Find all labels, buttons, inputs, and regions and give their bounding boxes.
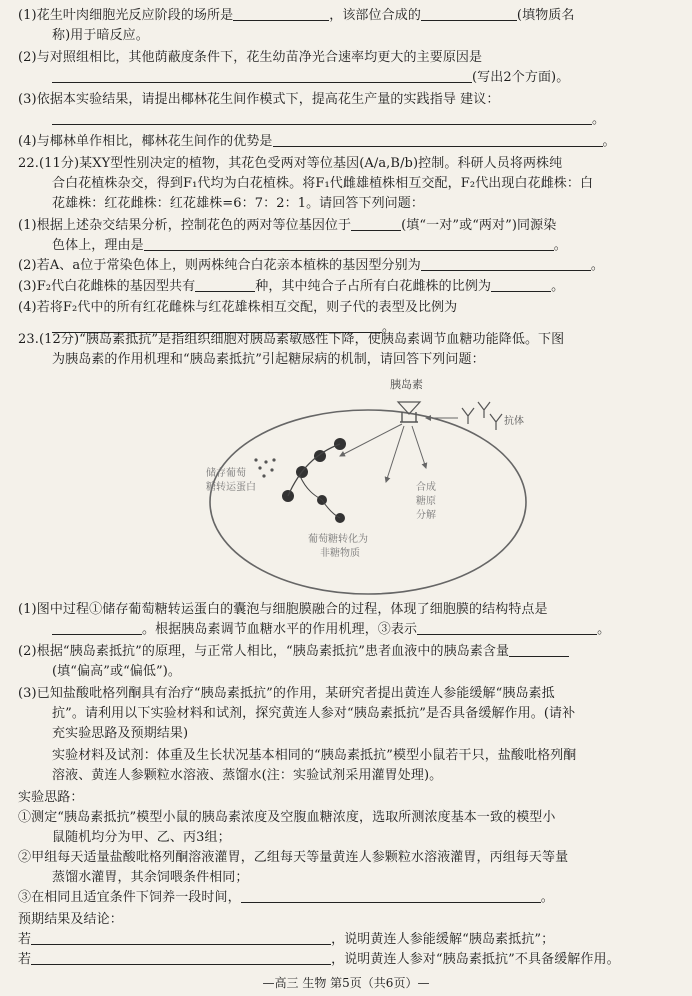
q21-part4: (4)与椰林单作相比，椰林花生间作的优势是 。 bbox=[18, 134, 616, 149]
q23-expected-results-2: 若 ，说明黄连人参对“胰岛素抵抗”不具备缓解作用。 bbox=[18, 952, 620, 967]
q23-part3: (3)已知盐酸吡格列酮具有治疗“胰岛素抵抗”的作用，某研究者提出黄连人参能缓解“胰岛素抵 抗”。请利用以下实验材料和试剂，探究黄连人参对“胰岛素抵抗”是否具备缓解作用。(请补 充实验思路及预期结果) bbox=[18, 686, 576, 741]
signal-arrow-2 bbox=[386, 426, 404, 482]
answer-blank[interactable] bbox=[241, 888, 541, 903]
signal-arrow-1 bbox=[340, 424, 402, 456]
answer-blank[interactable] bbox=[273, 132, 603, 147]
answer-blank[interactable] bbox=[52, 68, 472, 83]
antibody-icon bbox=[462, 402, 502, 430]
q21-part1: (1)花生叶肉细胞光反应阶段的场所是 ，该部位合成的 (填物质名 称)用于暗反应。 bbox=[18, 8, 575, 43]
q22-part4: (4)若将F₂代中的所有红花雌株与红花雄株相互交配，则子代的表型及比例为 。 bbox=[18, 300, 458, 335]
q23-experiment-idea: 实验思路： ①测定“胰岛素抵抗”模型小鼠的胰岛素浓度及空腹血糖浓度，选取所测浓度基本一致的模型小 鼠随机均分为甲、乙、丙3组； ②甲组每天适量盐酸吡格列酮溶液灌胃，乙组每天等量黄连人参颗粒水溶液灌胃，丙组每天等量 蒸馏水灌胃，其余饲喂条件相同； ③在相同且适宜条件下饲养一段时间， 。 bbox=[18, 790, 569, 905]
answer-blank[interactable] bbox=[421, 256, 591, 271]
answer-blank[interactable] bbox=[195, 277, 255, 292]
cell-membrane bbox=[210, 410, 526, 594]
answer-blank[interactable] bbox=[233, 6, 329, 21]
label-right-3: 分解 bbox=[416, 510, 436, 521]
q22-part1: (1)根据上述杂交结果分析，控制花色的两对等位基因位于 (填“一对”或“两对”)同源染 色体上，理由是 。 bbox=[18, 218, 567, 253]
q21-part2: (2)与对照组相比，其他荫蔽度条件下，花生幼苗净光合速率均更大的主要原因是 (写出2个方面)。 bbox=[18, 50, 570, 85]
label-left-1: 储存葡萄 bbox=[206, 468, 246, 479]
insulin-label: 胰岛素 bbox=[390, 378, 423, 391]
antibody-label: 抗体 bbox=[504, 416, 524, 427]
q22-part3: (3)F₂代白花雌株的基因型共有 种，其中纯合子占所有白花雌株的比例为 。 bbox=[18, 279, 565, 294]
vesicle-path bbox=[288, 444, 340, 496]
answer-blank[interactable] bbox=[421, 6, 517, 21]
answer-blank[interactable] bbox=[509, 642, 569, 657]
label-left-2: 糖转运蛋白 bbox=[206, 482, 256, 493]
answer-blank[interactable] bbox=[31, 930, 331, 945]
answer-blank[interactable] bbox=[417, 620, 597, 635]
q23-part2: (2)根据“胰岛素抵抗”的原理，与正常人相比，“胰岛素抵抗”患者血液中的胰岛素含量 (填“偏高”或“偏低”)。 bbox=[0, 642, 692, 682]
answer-blank[interactable] bbox=[31, 950, 331, 965]
answer-blank[interactable] bbox=[52, 110, 592, 125]
answer-blank[interactable] bbox=[351, 216, 401, 231]
answer-blank[interactable] bbox=[52, 620, 142, 635]
q21-part3: (3)依据本实验结果，请提出椰林花生间作模式下，提高花生产量的实践指导 建议： 。 bbox=[18, 92, 606, 127]
answer-blank[interactable] bbox=[491, 277, 551, 292]
q23-stem: 23.(12分)“胰岛素抵抗”是指组织细胞对胰岛素敏感性下降，使胰岛素调节血糖功能降低。下图 为胰岛素的作用机理和“胰岛素抵抗”引起糖尿病的机制，请回答下列问题： bbox=[18, 332, 565, 367]
q23-expected-results: 预期结果及结论： 若 ，说明黄连人参能缓解“胰岛素抵抗”； bbox=[18, 912, 555, 947]
q22-part2: (2)若A、a位于常染色体上，则两株纯合白花亲本植株的基因型分别为 。 bbox=[18, 258, 604, 273]
q23-part1: (1)图中过程①储存葡萄糖转运蛋白的囊泡与细胞膜融合的过程，体现了细胞膜的结构特点是 。根据胰岛素调节血糖水平的作用机理，③表示 。 bbox=[18, 602, 611, 637]
q22-stem: 22.(11分)某XY型性别决定的植物，其花色受两对等位基因(A/a,B/b)控制。科研人员将两株纯 合白花植株杂交，得到F₁代均为白花植株。将F₁代雌雄植株相互交配，F₂代出现白花雌株：白 花雄株：红花雌株：红花雄株=6：7：2：1。请回答下列问题： bbox=[18, 156, 594, 211]
label-center-2: 非糖物质 bbox=[320, 548, 360, 559]
insulin-mechanism-figure bbox=[190, 372, 540, 598]
page-footer: —高三 生物 第5页（共6页）— bbox=[262, 976, 430, 990]
glucose-dots bbox=[254, 458, 275, 477]
q23-materials: 实验材料及试剂：体重及生长状况基本相同的“胰岛素抵抗”模型小鼠若干只，盐酸吡格列酮 溶液、黄连人参颗粒水溶液、蒸馏水(注：实验试剂采用灌胃处理)。 bbox=[52, 748, 577, 783]
vesicle-icon bbox=[282, 438, 346, 523]
label-center-1: 葡萄糖转化为 bbox=[308, 534, 368, 545]
label-right-1: 合成 bbox=[416, 482, 436, 493]
answer-blank[interactable] bbox=[144, 236, 554, 251]
label-right-2: 糖原 bbox=[416, 496, 436, 507]
signal-arrow-3 bbox=[412, 426, 426, 468]
